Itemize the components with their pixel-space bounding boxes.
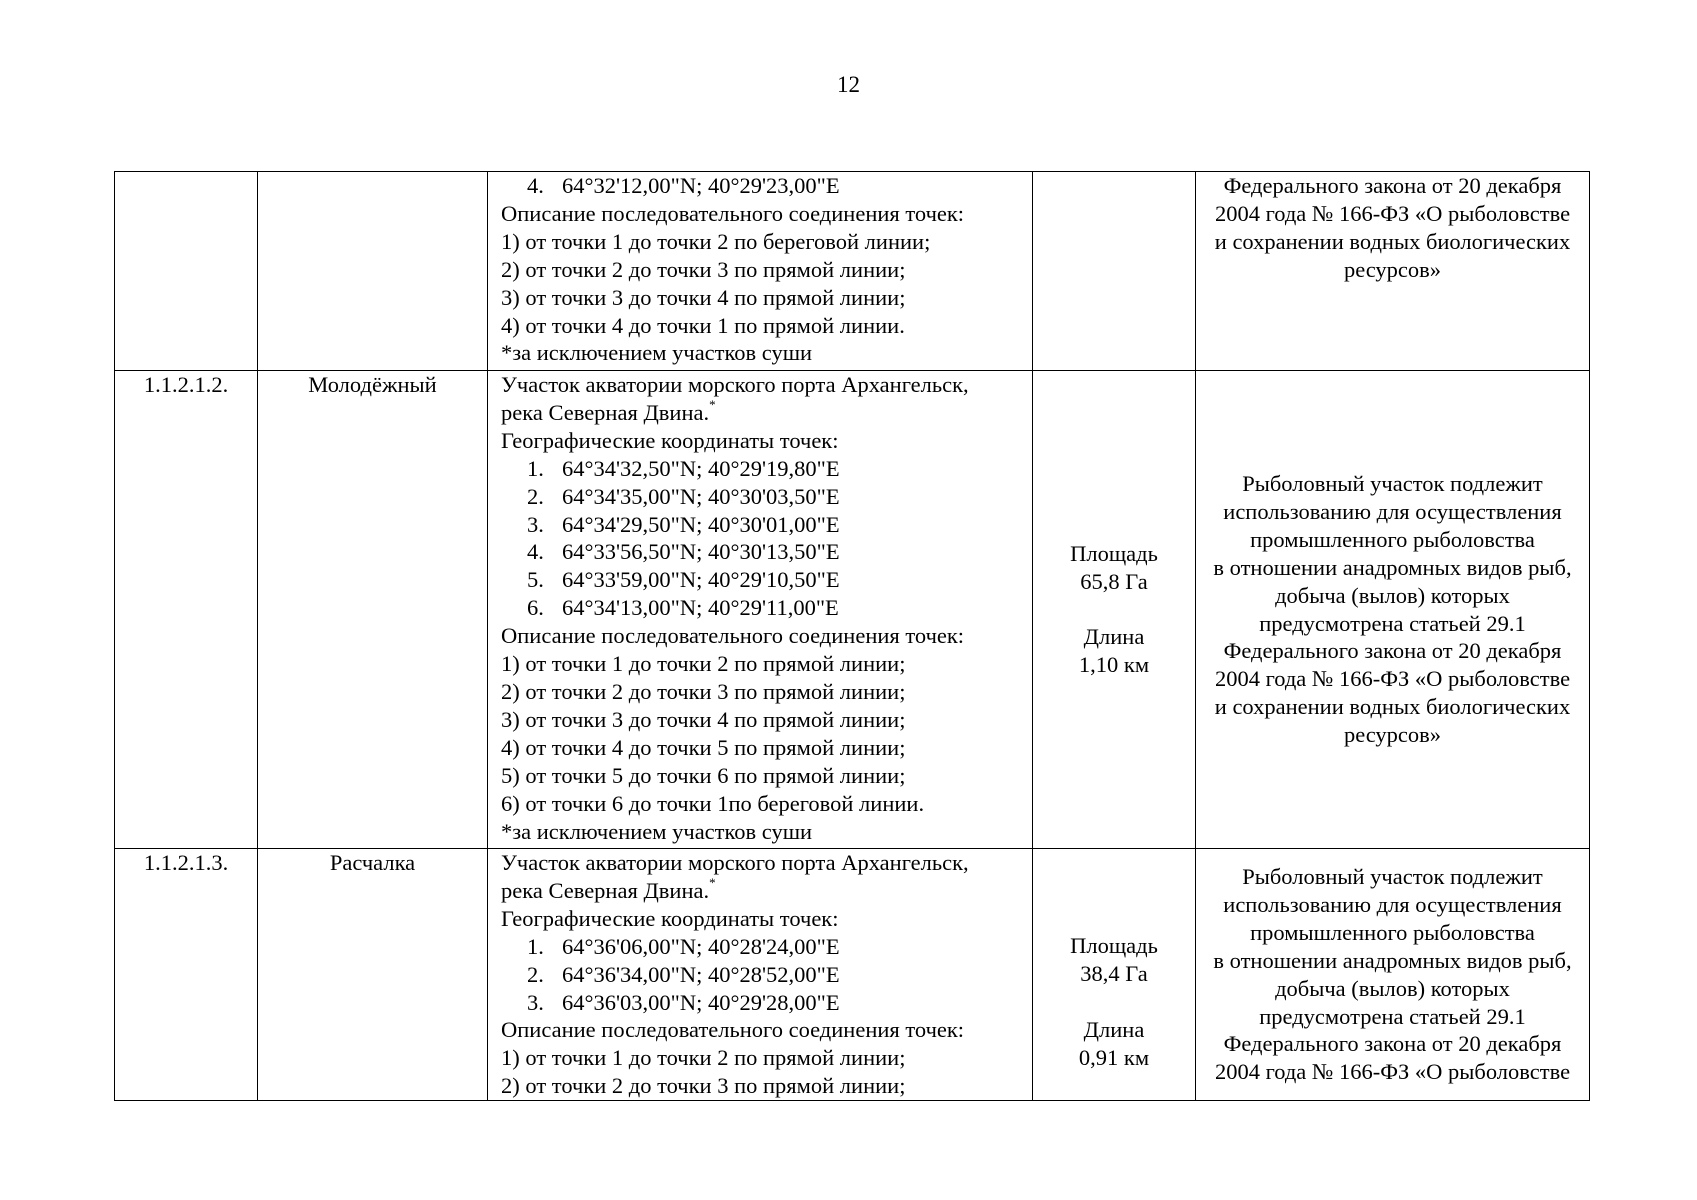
connection-line: 4) от точки 4 до точки 5 по прямой линии; [501, 734, 906, 760]
table-row [115, 172, 1590, 371]
note-line: и сохранении водных биологических [1214, 228, 1571, 254]
connection-line: 3) от точки 3 до точки 4 по прямой линии; [501, 284, 906, 310]
table-row [115, 371, 1590, 849]
coordinate-point: 1. 64°36'06,00"N; 40°28'24,00"E [527, 933, 840, 959]
note-line: использованию для осуществления [1223, 891, 1562, 917]
legal-note-cell [1196, 371, 1590, 849]
connection-line: 3) от точки 3 до точки 4 по прямой линии; [501, 706, 906, 732]
note-line: добыча (вылов) которых [1275, 582, 1510, 608]
page-number: 12 [837, 72, 860, 97]
note-line: Рыболовный участок подлежит [1242, 470, 1543, 496]
legal-note-cell [1196, 849, 1590, 1101]
footnote-marker: * [709, 397, 716, 413]
coordinate-point: 2. 64°34'35,00"N; 40°30'03,50"E [527, 483, 840, 509]
connection-title: Описание последовательного соединения точек: [501, 623, 965, 649]
note-line: ресурсов» [1343, 722, 1442, 748]
length-label: Длина [1083, 624, 1145, 650]
note-line: и сохранении водных биологических [1214, 694, 1571, 720]
connection-line: 5) от точки 5 до точки 6 по прямой линии; [501, 762, 906, 788]
footnote: *за исключением участков суши [501, 818, 813, 844]
note-line: 2004 года № 166-ФЗ «О рыболовстве [1214, 1059, 1571, 1085]
length-value: 1,10 км [1078, 652, 1150, 678]
coordinate-point: 3. 64°36'03,00"N; 40°29'28,00"E [527, 989, 840, 1015]
description-line: река Северная Двина.* [501, 875, 716, 903]
row-number-cell [115, 172, 258, 371]
area-value: 65,8 Га [1080, 568, 1148, 594]
legal-note-cell [1196, 172, 1590, 371]
footnote-marker: * [709, 875, 716, 891]
area-description-cell [488, 371, 1033, 849]
connection-line: 1) от точки 1 до точки 2 по береговой линии; [501, 228, 931, 254]
note-line: промышленного рыболовства [1250, 526, 1535, 552]
area-size-cell [1033, 172, 1196, 371]
connection-line: 2) от точки 2 до точки 3 по прямой линии; [501, 256, 906, 282]
coordinate-point: 6. 64°34'13,00"N; 40°29'11,00"E [527, 595, 839, 621]
connection-line: 4) от точки 4 до точки 1 по прямой линии. [501, 312, 905, 338]
coordinate-point: 1. 64°34'32,50"N; 40°29'19,80"E [527, 455, 840, 481]
connection-line: 2) от точки 2 до точки 3 по прямой линии; [501, 678, 906, 704]
note-line: Федерального закона от 20 декабря [1223, 173, 1562, 198]
footnote: *за исключением участков суши [501, 340, 813, 366]
connection-line: 2) от точки 2 до точки 3 по прямой линии; [501, 1073, 906, 1099]
area-label: Площадь [1070, 933, 1158, 959]
table-row [115, 849, 1590, 1101]
description-line: Участок акватории морского порта Архангельск, [501, 372, 969, 397]
area-value: 38,4 Га [1080, 961, 1148, 987]
note-line: предусмотрена статьей 29.1 [1259, 1003, 1526, 1029]
area-label: Площадь [1070, 540, 1158, 566]
length-value: 0,91 км [1078, 1044, 1150, 1070]
note-line: 2004 года № 166-ФЗ «О рыболовстве [1214, 666, 1571, 692]
coordinates-title: Географические координаты точек: [501, 905, 839, 931]
note-line: использованию для осуществления [1223, 498, 1562, 524]
area-description-cell [488, 849, 1033, 1101]
coordinate-point: 3. 64°34'29,50"N; 40°30'01,00"E [527, 511, 840, 537]
connection-title: Описание последовательного соединения точек: [501, 200, 965, 226]
connection-line: 1) от точки 1 до точки 2 по прямой линии; [501, 651, 906, 677]
note-line: в отношении анадромных видов рыб, [1213, 947, 1572, 973]
area-name-cell: Расчалка [258, 849, 488, 1101]
row-number-cell: 1.1.2.1.3. [115, 849, 258, 1101]
area-name-cell [258, 172, 488, 371]
area-size-cell [1033, 371, 1196, 849]
coordinate-point: 5. 64°33'59,00"N; 40°29'10,50"E [527, 567, 840, 593]
coordinate-point: 2. 64°36'34,00"N; 40°28'52,00"E [527, 961, 840, 987]
note-line: промышленного рыболовства [1250, 919, 1535, 945]
note-line: ресурсов» [1343, 256, 1442, 282]
note-line: Федерального закона от 20 декабря [1223, 638, 1562, 664]
note-line: 2004 года № 166-ФЗ «О рыболовстве [1214, 200, 1571, 226]
area-size-cell [1033, 849, 1196, 1101]
connection-title: Описание последовательного соединения точек: [501, 1017, 965, 1043]
note-line: добыча (вылов) которых [1275, 975, 1510, 1001]
fishing-areas-table [114, 171, 1590, 1101]
description-line: Участок акватории морского порта Архангельск, [501, 850, 969, 875]
connection-line: 6) от точки 6 до точки 1по береговой линии. [501, 790, 925, 816]
note-line: предусмотрена статьей 29.1 [1259, 610, 1526, 636]
coordinate-point: 4. 64°32'12,00"N; 40°29'23,00"E [527, 173, 840, 198]
coordinate-point: 4. 64°33'56,50"N; 40°30'13,50"E [527, 539, 840, 565]
row-number-cell: 1.1.2.1.2. [115, 371, 258, 849]
area-description-cell [488, 172, 1033, 371]
coordinates-title: Географические координаты точек: [501, 427, 839, 453]
length-label: Длина [1083, 1017, 1145, 1043]
connection-line: 1) от точки 1 до точки 2 по прямой линии; [501, 1045, 906, 1071]
note-line: Федерального закона от 20 декабря [1223, 1031, 1562, 1057]
description-line: река Северная Двина.* [501, 397, 716, 425]
area-name-cell: Молодёжный [258, 371, 488, 849]
note-line: в отношении анадромных видов рыб, [1213, 554, 1572, 580]
note-line: Рыболовный участок подлежит [1242, 864, 1543, 889]
